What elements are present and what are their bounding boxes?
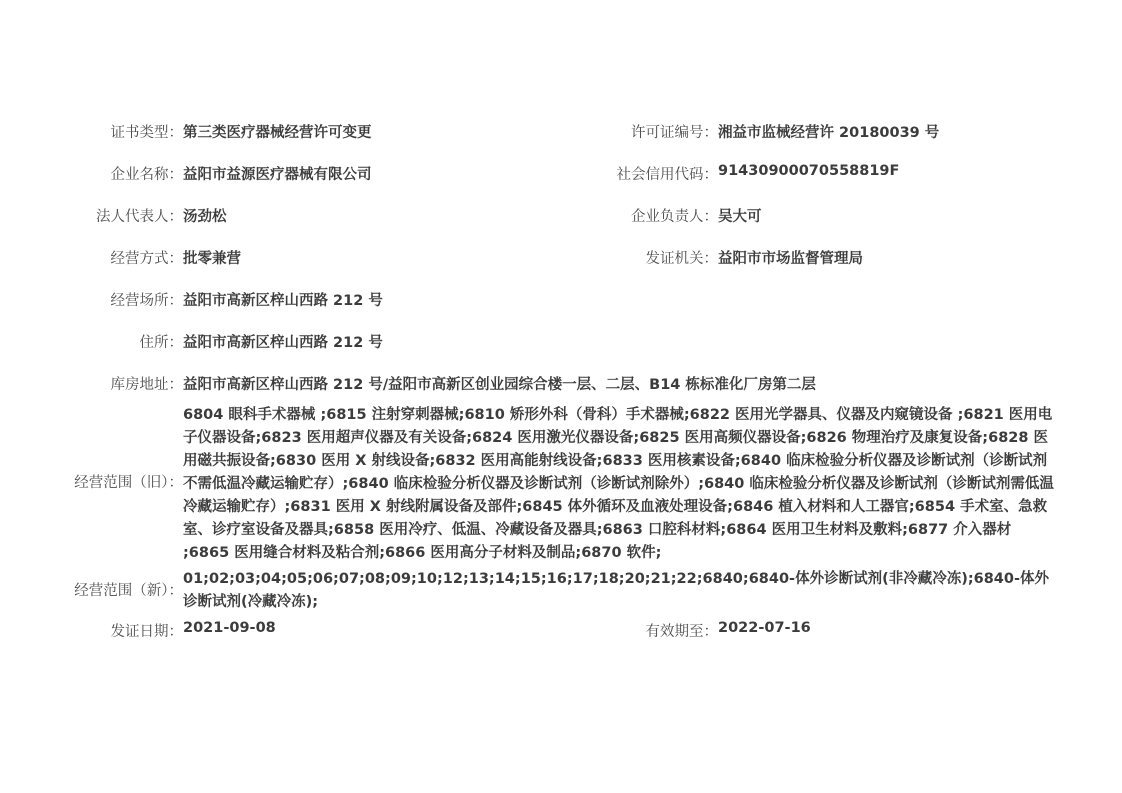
issue-date-value: 2021-09-08 <box>183 620 276 636</box>
company-head-value: 吴大可 <box>718 209 762 225</box>
business-scope-old-label: 经营范围（旧）： <box>74 475 183 491</box>
valid-until-label: 有效期至： <box>645 624 718 640</box>
valid-until-value: 2022-07-16 <box>718 620 811 636</box>
issuing-authority-label: 发证机关： <box>645 251 718 267</box>
residence-label: 住所： <box>139 335 183 351</box>
business-scope-old-value: 6804 眼科手术器械 ;6815 注射穿刺器械;6810 矫形外科（骨科）手术器械;6822 医用光学器具、仪器及内窥镜设备 ;6821 医用电子仪器设备;6823 医用超声仪器及有关设备;6824 医用激光仪器设备;6825 医用高频仪器设备;6826 物理治疗及康复设备;6828 医用磁共振设备;6830 医用 X 射线设备;6832 医用高能射线设备;6833 医用核素设备;6840 临床检验分析仪器及诊断试剂（诊断试剂不需低温冷藏运输贮存）;6840 临床检验分析仪器及诊断试剂（诊断试剂除外）;6840 临床检验分析仪器及诊断试剂（诊断试剂需低温冷藏运输贮存）;6831 医用 X 射线附属设备及部件;6845 体外循环及血液处理设备;6846 植入材料和人工器官;6854 手术室、急救室、诊疗室设备及器具;6858 医用冷疗、低温、冷藏设备及器具;6863 口腔科材料;6864 医用卫生材料及敷料;6877 介入器材 ;6865 医用缝合材料及粘合剂;6866 医用高分子材料及制品;6870 软件; <box>183 407 1054 561</box>
business-premises-value: 益阳市高新区梓山西路 212 号 <box>183 293 383 309</box>
credit-code-value: 91430900070558819F <box>718 163 900 179</box>
company-name-value: 益阳市益源医疗器械有限公司 <box>183 167 372 183</box>
license-number-value: 湘益市监械经营许 20180039 号 <box>718 125 940 141</box>
legal-representative-value: 汤劲松 <box>183 209 227 225</box>
issuing-authority-value: 益阳市市场监督管理局 <box>718 251 863 267</box>
license-number-label: 许可证编号： <box>631 125 718 141</box>
certificate-type-label: 证书类型： <box>110 125 183 141</box>
certificate-type-value: 第三类医疗器械经营许可变更 <box>183 125 372 141</box>
issue-date-label: 发证日期： <box>110 624 183 640</box>
business-premises-label: 经营场所： <box>110 293 183 309</box>
business-mode-label: 经营方式： <box>110 251 183 267</box>
warehouse-address-value: 益阳市高新区梓山西路 212 号/益阳市高新区创业园综合楼一层、二层、B14 栋标准化厂房第二层 <box>183 377 816 393</box>
credit-code-label: 社会信用代码： <box>616 167 718 183</box>
legal-representative-label: 法人代表人： <box>96 209 183 225</box>
business-mode-value: 批零兼营 <box>183 251 241 267</box>
residence-value: 益阳市高新区梓山西路 212 号 <box>183 335 383 351</box>
warehouse-address-label: 库房地址： <box>110 377 183 393</box>
business-scope-new-value: 01;02;03;04;05;06;07;08;09;10;12;13;14;15;16;17;18;20;21;22;6840;6840-体外诊断试剂(非冷藏冷冻);6840-体外诊断试剂(冷藏冷冻); <box>183 571 1049 610</box>
company-head-label: 企业负责人： <box>631 209 718 225</box>
company-name-label: 企业名称： <box>110 167 183 183</box>
business-scope-new-label: 经营范围（新）： <box>74 583 183 599</box>
